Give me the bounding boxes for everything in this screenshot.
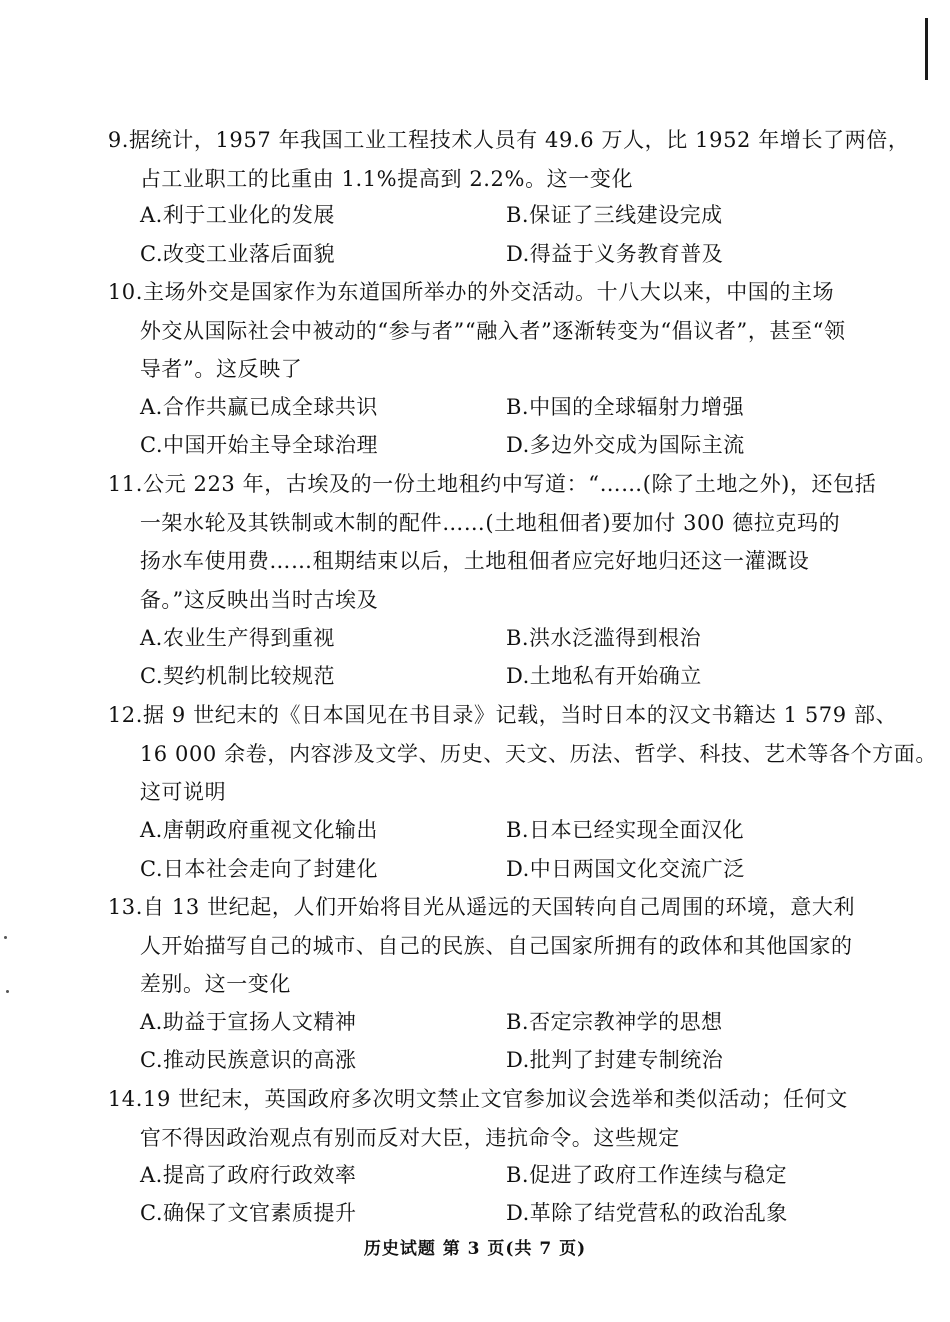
option-a: A.合作共赢已成全球共识 <box>140 395 378 419</box>
option-a: A.利于工业化的发展 <box>140 203 335 227</box>
stem-line: 占工业职工的比重由 1.1%提高到 2.2%。这一变化 <box>139 166 634 191</box>
stem-line: 扬水车使用费……租期结束以后，土地租佃者应完好地归还这一灌溉设 <box>139 549 810 573</box>
stem-line: 备。”这反映出当时古埃及 <box>139 587 379 612</box>
stem-line: 导者”。这反映了 <box>139 357 303 381</box>
question-14-options-ab <box>140 1156 860 1194</box>
question-12-options-cd <box>140 850 860 888</box>
question-12-stem <box>107 696 937 812</box>
option-a: A.唐朝政府重视文化输出 <box>140 818 378 842</box>
stem-line: 9.据统计，1957 年我国工业工程技术人员有 49.6 万人，比 1952 年增长了两倍， <box>107 128 910 152</box>
option-b: B.促进了政府工作连续与稳定 <box>506 1163 788 1187</box>
stem-line: 10.主场外交是国家作为东道国所举办的外交活动。十八大以来，中国的主场 <box>107 280 835 304</box>
option-d: D.革除了结党营私的政治乱象 <box>506 1201 788 1225</box>
option-d: D.多边外交成为国际主流 <box>506 433 745 457</box>
option-b: B.否定宗教神学的思想 <box>506 1010 723 1034</box>
option-c: C.确保了文官素质提升 <box>140 1201 357 1225</box>
scan-edge-mark <box>925 18 928 80</box>
stem-line: 12.据 9 世纪末的《日本国见在书目录》记载，当时日本的汉文书籍达 1 579 部、 <box>107 703 898 727</box>
question-12-options-ab <box>140 811 860 849</box>
option-c: C.改变工业落后面貌 <box>140 242 335 266</box>
option-b: B.中国的全球辐射力增强 <box>506 395 745 419</box>
stem-line: 14.19 世纪末，英国政府多次明文禁止文官参加议会选举和类似活动；任何文 <box>107 1087 848 1111</box>
question-10-options-ab <box>140 388 860 426</box>
question-14-options-cd <box>140 1194 860 1232</box>
question-9-stem <box>107 121 910 198</box>
option-d: D.批判了封建专制统治 <box>506 1048 724 1072</box>
stem-line: 官不得因政治观点有别而反对大臣，违抗命令。这些规定 <box>139 1125 680 1150</box>
option-d: D.得益于义务教育普及 <box>506 242 724 266</box>
stem-line: 外交从国际社会中被动的“参与者”“融入者”逐渐转变为“倡议者”，甚至“领 <box>139 318 846 343</box>
stem-line: 一架水轮及其铁制或木制的配件……(土地租佃者)要加付 300 德拉克玛的 <box>139 510 841 535</box>
option-b: B.日本已经实现全面汉化 <box>506 818 745 842</box>
option-a: A.提高了政府行政效率 <box>140 1163 357 1187</box>
question-9-options-cd <box>140 235 860 273</box>
question-9-options-ab <box>140 196 860 234</box>
question-14-stem <box>108 1080 860 1157</box>
option-c: C.日本社会走向了封建化 <box>140 857 378 881</box>
option-c: C.推动民族意识的高涨 <box>140 1048 357 1072</box>
question-10-stem <box>108 273 860 389</box>
stem-line: 11.公元 223 年，古埃及的一份土地租约中写道：“……(除了土地之外)，还包括 <box>107 472 877 496</box>
option-c: C.契约机制比较规范 <box>140 664 335 688</box>
question-13-options-ab <box>140 1003 860 1041</box>
stem-line: 16 000 余卷，内容涉及文学、历史、天文、历法、哲学、科技、艺术等各个方面。 <box>139 741 937 766</box>
question-13-stem <box>108 888 860 1004</box>
stem-line: 人开始描写自己的城市、自己的民族、自己国家所拥有的政体和其他国家的 <box>139 933 853 958</box>
stem-line: 这可说明 <box>139 780 227 804</box>
option-d: D.土地私有开始确立 <box>506 664 702 688</box>
question-11-options-cd <box>140 657 860 695</box>
option-a: A.助益于宣扬人文精神 <box>140 1010 357 1034</box>
scan-speck <box>4 936 7 939</box>
option-a: A.农业生产得到重视 <box>140 626 335 650</box>
question-11-options-ab <box>140 619 860 657</box>
option-c: C.中国开始主导全球治理 <box>140 433 378 457</box>
stem-line: 差别。这一变化 <box>139 972 292 996</box>
option-d: D.中日两国文化交流广泛 <box>506 857 745 881</box>
page-footer: 历史试题 第 3 页(共 7 页) <box>363 1239 587 1259</box>
question-10-options-cd <box>140 426 860 464</box>
scan-speck <box>6 990 9 993</box>
option-b: B.保证了三线建设完成 <box>506 203 723 227</box>
stem-line: 13.自 13 世纪起，人们开始将目光从遥远的天国转向自己周围的环境，意大利 <box>107 895 856 919</box>
question-13-options-cd <box>140 1041 860 1079</box>
option-b: B.洪水泛滥得到根治 <box>506 626 702 650</box>
question-11-stem <box>107 465 877 619</box>
